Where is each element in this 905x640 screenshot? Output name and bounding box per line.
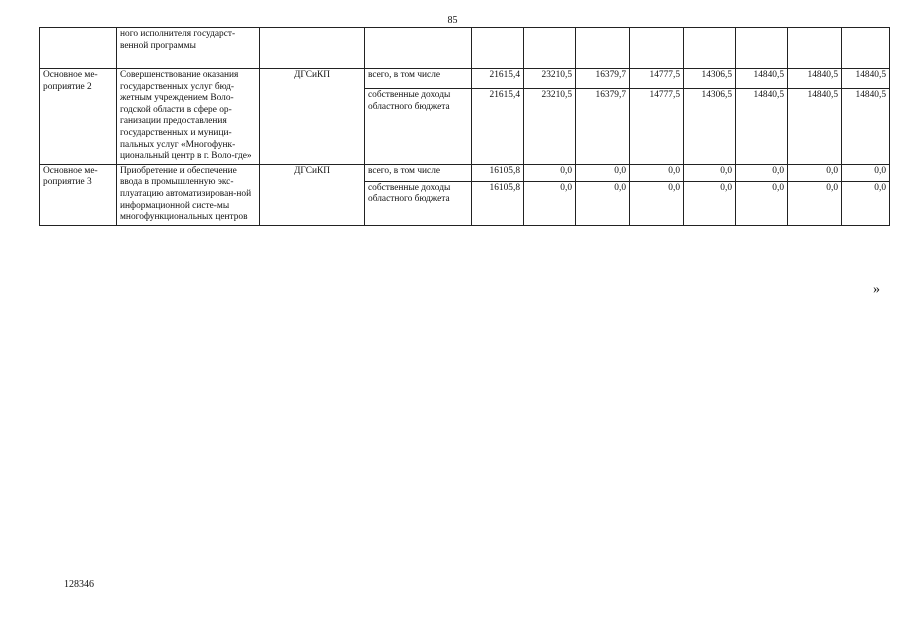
value-cell: 14777,5 — [630, 69, 684, 89]
value-cell: 14840,5 — [736, 69, 788, 89]
event-title: Совершенствование оказания государственных услуг бюд-жетным учреждением Воло-годской области в сфере ор-ганизации предоставления государственных и муници-пальных услуг «Многофунк-циональный центр в г. Воло-где» — [117, 69, 260, 165]
value-cell: 0,0 — [684, 181, 736, 225]
page-number: 85 — [447, 15, 458, 26]
funding-label: всего, в том числе — [365, 69, 472, 89]
value-cell: 14840,5 — [788, 69, 842, 89]
funding-label: собственные доходы областного бюджета — [365, 89, 472, 165]
event-name: Основное ме-роприятие 3 — [40, 164, 117, 225]
table-row — [40, 164, 890, 181]
value-cell: 14840,5 — [842, 69, 890, 89]
value-cell: 0,0 — [788, 181, 842, 225]
table-cell — [40, 28, 117, 69]
value-cell: 0,0 — [736, 164, 788, 181]
table-cell — [630, 28, 684, 69]
budget-table — [39, 27, 890, 226]
value-cell: 0,0 — [524, 181, 576, 225]
value-cell: 14306,5 — [684, 89, 736, 165]
value-cell: 23210,5 — [524, 69, 576, 89]
table-row — [40, 69, 890, 89]
value-cell: 0,0 — [684, 164, 736, 181]
event-name: Основное ме-роприятие 2 — [40, 69, 117, 165]
value-cell: 16379,7 — [576, 89, 630, 165]
value-cell: 0,0 — [576, 164, 630, 181]
value-cell: 0,0 — [630, 164, 684, 181]
value-cell: 14306,5 — [684, 69, 736, 89]
closing-quote: » — [873, 282, 880, 297]
table-cell — [260, 28, 365, 69]
value-cell: 0,0 — [576, 181, 630, 225]
value-cell: 23210,5 — [524, 89, 576, 165]
funding-label: всего, в том числе — [365, 164, 472, 181]
value-cell: 0,0 — [524, 164, 576, 181]
table-cell — [788, 28, 842, 69]
value-cell: 14840,5 — [736, 89, 788, 165]
event-title: Приобретение и обеспечение ввода в промышленную экс-плуатацию автоматизирован-ной информационной систе-мы многофункциональных центров — [117, 164, 260, 225]
value-cell: 0,0 — [630, 181, 684, 225]
table-cell — [736, 28, 788, 69]
table-cell: ного исполнителя государст-венной программы — [117, 28, 260, 69]
table-cell — [842, 28, 890, 69]
funding-label: собственные доходы областного бюджета — [365, 181, 472, 225]
executor: ДГСиКП — [260, 69, 365, 165]
value-cell: 0,0 — [842, 164, 890, 181]
value-cell: 21615,4 — [472, 89, 524, 165]
document-code: 128346 — [64, 579, 94, 590]
table-cell — [576, 28, 630, 69]
value-cell: 0,0 — [842, 181, 890, 225]
value-cell: 16105,8 — [472, 181, 524, 225]
value-cell: 14777,5 — [630, 89, 684, 165]
table-cell — [524, 28, 576, 69]
value-cell: 0,0 — [788, 164, 842, 181]
value-cell: 21615,4 — [472, 69, 524, 89]
value-cell: 16379,7 — [576, 69, 630, 89]
value-cell: 14840,5 — [788, 89, 842, 165]
table-row — [40, 28, 890, 69]
table-cell — [684, 28, 736, 69]
table-cell — [365, 28, 472, 69]
value-cell: 0,0 — [736, 181, 788, 225]
value-cell: 16105,8 — [472, 164, 524, 181]
value-cell: 14840,5 — [842, 89, 890, 165]
table-cell — [472, 28, 524, 69]
executor: ДГСиКП — [260, 164, 365, 225]
